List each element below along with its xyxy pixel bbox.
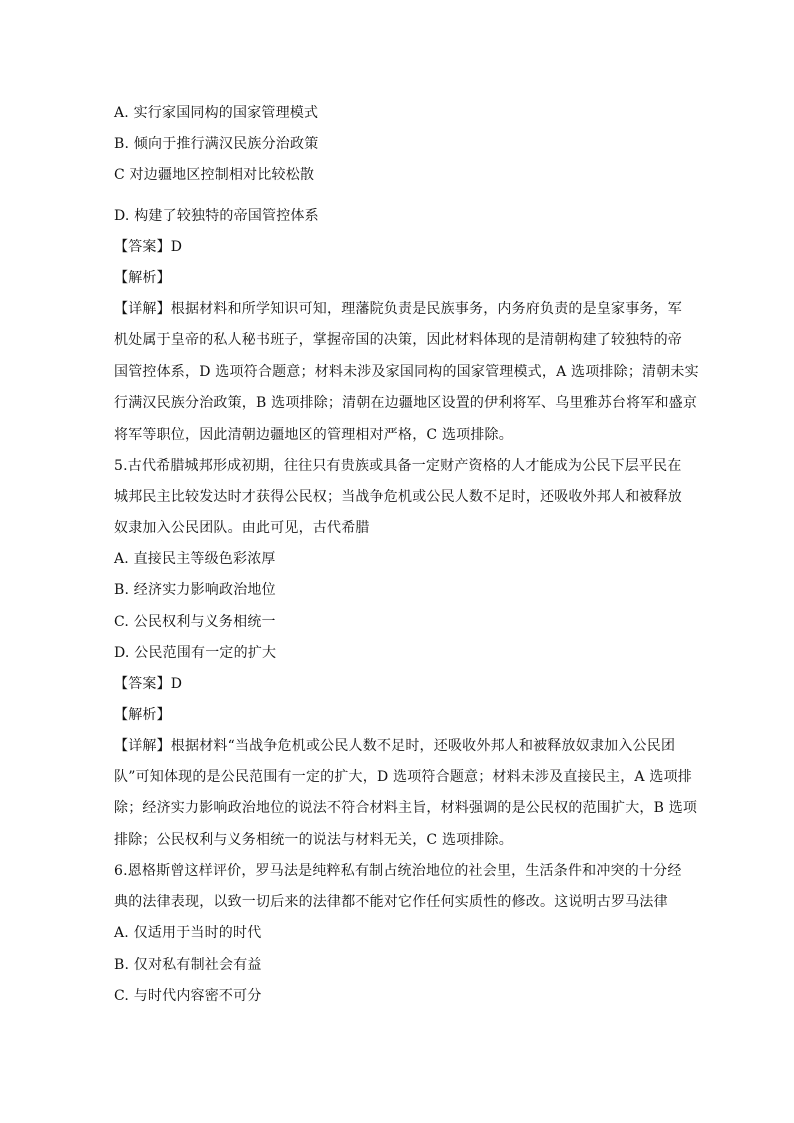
q4-detail-line: 【详解】根据材料和所学知识可知，理藩院负责是民族事务，内务府负责的是皇家事务，军 xyxy=(114,301,682,317)
q5-option-a: A. 直接民主等级色彩浓厚 xyxy=(114,551,276,567)
q4-option-d: D. 构建了较独特的帝国管控体系 xyxy=(114,208,319,224)
q5-option-d: D. 公民范围有一定的扩大 xyxy=(114,645,277,661)
q5-option-b: B. 经济实力影响政治地位 xyxy=(114,582,276,598)
q4-option-c: C 对边疆地区控制相对比较松散 xyxy=(114,167,315,183)
q4-detail-line: 机处属于皇帝的私人秘书班子，掌握帝国的决策，因此材料体现的是清朝构建了较独特的帝 xyxy=(114,332,682,348)
q4-detail-line: 行满汉民族分治政策，B 选项排除；清朝在边疆地区设置的伊利将军、乌里雅苏台将军和盛京 xyxy=(114,395,698,411)
q4-detail-line: 国管控体系，D 选项符合题意；材料未涉及家国同构的国家管理模式，A 选项排除；清朝未实 xyxy=(114,364,699,380)
q6-option-a: A. 仅适用于当时的时代 xyxy=(114,925,262,941)
q6-option-c: C. 与时代内容密不可分 xyxy=(114,988,262,1004)
q6-option-b: B. 仅对私有制社会有益 xyxy=(114,957,262,973)
q4-option-a: A. 实行家国同构的国家管理模式 xyxy=(114,105,319,121)
q6-stem-line: 6.恩格斯曾这样评价，罗马法是纯粹私有制占统治地位的社会里，生活条件和冲突的十分经 xyxy=(114,863,682,879)
q5-detail-line: 排除；公民权利与义务相统一的说法与材料无关，C 选项排除。 xyxy=(114,832,513,848)
q5-stem-line: 5.古代希腊城邦形成初期，往往只有贵族或具备一定财产资格的人才能成为公民下层平民在 xyxy=(114,458,682,474)
q5-analysis-label: 【解析】 xyxy=(114,707,171,723)
q4-option-b: B. 倾向于推行满汉民族分治政策 xyxy=(114,136,319,152)
q4-detail-line: 将军等职位，因此清朝边疆地区的管理相对严格，C 选项排除。 xyxy=(114,427,513,443)
q4-analysis-label: 【解析】 xyxy=(114,270,171,286)
q5-stem-line: 奴隶加入公民团队。由此可见，古代希腊 xyxy=(114,520,370,536)
q5-detail-line: 队”可知体现的是公民范围有一定的扩大，D 选项符合题意；材料未涉及直接民主，A 选项排 xyxy=(114,769,692,785)
q6-stem-line: 典的法律表现，以致一切后来的法律都不能对它作任何实质性的修改。这说明古罗马法律 xyxy=(114,894,668,910)
q5-detail-line: 除；经济实力影响政治地位的说法不符合材料主旨，材料强调的是公民权的范围扩大，B 选项 xyxy=(114,800,698,816)
q5-detail-line: 【详解】根据材料“当战争危机或公民人数不足时，还吸收外邦人和被释放奴隶加入公民团 xyxy=(114,738,676,754)
q4-answer: 【答案】D xyxy=(114,239,183,255)
q5-stem-line: 城邦民主比较发达时才获得公民权；当战争危机或公民人数不足时，还吸收外邦人和被释放 xyxy=(114,489,682,505)
q5-option-c: C. 公民权利与义务相统一 xyxy=(114,614,276,630)
q5-answer: 【答案】D xyxy=(114,676,183,692)
